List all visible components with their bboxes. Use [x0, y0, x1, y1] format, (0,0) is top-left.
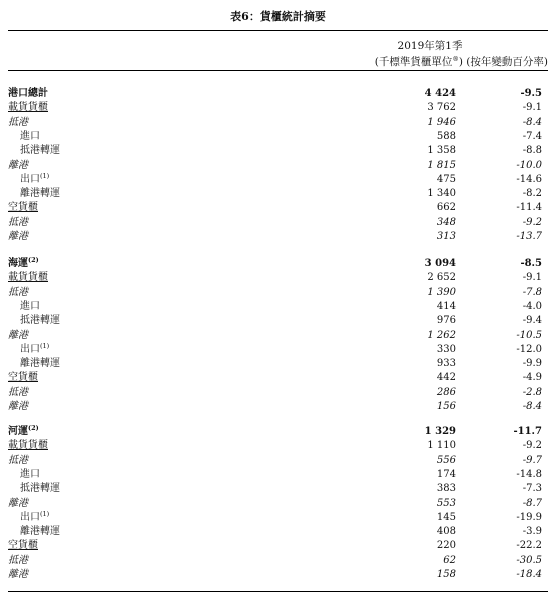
top-rule: [8, 30, 548, 31]
row-label-text: 海運: [8, 258, 28, 269]
row-label-text: 離港: [8, 401, 28, 412]
teu-value: 1 815: [427, 159, 456, 171]
change-label: (按年變動百分率): [466, 56, 548, 68]
row-label: [8, 87, 48, 101]
row-label: [20, 314, 60, 328]
teu-value: 408: [436, 526, 456, 538]
row-label: [8, 286, 28, 300]
teu-value: 933: [436, 358, 456, 370]
table-row: [8, 400, 548, 414]
row-label: [8, 425, 39, 439]
row-label: [8, 159, 28, 173]
row-label: [8, 116, 28, 130]
row-label-text: 離港轉運: [20, 358, 60, 370]
row-label: [20, 300, 40, 314]
teu-value: 1 110: [427, 440, 456, 452]
period-header: 2019年第1季: [397, 40, 463, 52]
yoy-change-value: -10.0: [516, 159, 542, 171]
teu-value: 313: [436, 231, 456, 242]
teu-value: 3 762: [427, 102, 456, 114]
table-row: [8, 468, 548, 482]
row-label-text: 離港: [8, 497, 28, 509]
teu-value: 976: [436, 315, 456, 327]
row-label-text: 離港: [8, 231, 28, 242]
teu-value: 383: [436, 483, 456, 495]
row-label: [20, 511, 49, 525]
table-row: [8, 87, 548, 101]
table-row: [8, 497, 548, 511]
table-row: [8, 187, 548, 201]
teu-value: 475: [436, 173, 456, 185]
teu-value: 1 329: [424, 426, 456, 437]
unit-close: ): [458, 56, 463, 68]
yoy-change-value: -8.5: [520, 258, 542, 269]
row-label-text: 進口: [20, 130, 40, 142]
row-label-text: 載貨貨櫃: [8, 102, 48, 114]
yoy-change-value: -9.2: [522, 440, 542, 452]
table-row: [8, 511, 548, 525]
row-label-text: 空貨櫃: [8, 540, 38, 552]
unit-label: (千標準貨櫃單位: [374, 56, 453, 68]
table-row: [8, 201, 548, 215]
row-label: [8, 554, 28, 568]
table-row: [8, 271, 548, 285]
row-label-text: 抵港轉運: [20, 315, 60, 327]
footnote-marker: (2): [28, 256, 39, 264]
row-label-text: 抵港轉運: [20, 483, 60, 495]
table-row: [8, 159, 548, 173]
table-row: [8, 357, 548, 371]
footnote-marker: (2): [28, 424, 39, 432]
teu-value: 62: [443, 554, 456, 566]
row-label-text: 抵港: [8, 454, 28, 466]
yoy-change-value: -19.9: [516, 511, 542, 523]
yoy-change-value: -8.7: [522, 497, 542, 509]
row-label: [8, 386, 28, 400]
row-label-text: 載貨貨櫃: [8, 272, 48, 284]
teu-value: 662: [436, 202, 456, 214]
yoy-change-value: -9.9: [522, 358, 542, 370]
teu-value: 2 652: [427, 272, 456, 284]
row-label: [8, 201, 38, 215]
table-row: [8, 130, 548, 144]
row-label-text: 空貨櫃: [8, 372, 38, 384]
yoy-change-value: -18.4: [516, 569, 542, 580]
row-label: [8, 216, 28, 230]
teu-value: 330: [436, 343, 456, 355]
unit-header: [300, 54, 548, 69]
row-label: [20, 144, 60, 158]
row-label-text: 抵港: [8, 386, 28, 398]
yoy-change-value: -4.0: [522, 300, 542, 312]
table-row: [8, 539, 548, 553]
yoy-change-value: -7.4: [522, 130, 542, 142]
row-label: [20, 357, 60, 371]
teu-value: 286: [436, 386, 456, 398]
row-label-text: 離港: [8, 329, 28, 341]
row-label: [20, 482, 60, 496]
yoy-change-value: -2.8: [522, 386, 542, 398]
teu-value: 1 340: [427, 188, 456, 200]
bottom-rule: [8, 591, 548, 592]
row-label: [8, 539, 38, 553]
table-row: [8, 482, 548, 496]
row-label: [8, 568, 28, 582]
teu-value: 174: [436, 468, 456, 480]
table-row: [8, 343, 548, 357]
table-row: [8, 386, 548, 400]
table-row: [8, 116, 548, 130]
teu-value: 442: [436, 372, 456, 384]
row-label: [20, 525, 60, 539]
footnote-marker: (1): [40, 171, 50, 180]
row-label: [8, 329, 28, 343]
yoy-change-value: -9.1: [522, 272, 542, 284]
row-label: [20, 343, 49, 357]
table-row: [8, 101, 548, 115]
row-label-text: 抵港: [8, 286, 28, 298]
row-label-text: 載貨貨櫃: [8, 440, 48, 452]
row-label: [8, 230, 28, 244]
row-label-text: 抵港: [8, 116, 28, 128]
row-label-text: 港口總計: [8, 88, 48, 99]
row-label: [8, 371, 38, 385]
table-title: 表6：貨櫃統計摘要: [230, 10, 326, 23]
table-row: [8, 454, 548, 468]
row-label-text: 抵港轉運: [20, 145, 60, 157]
teu-value: 220: [436, 540, 456, 552]
teu-value: 1 262: [427, 329, 456, 341]
yoy-change-value: -9.7: [522, 454, 542, 466]
row-label-text: 離港: [8, 159, 28, 171]
yoy-change-value: -10.5: [516, 329, 542, 341]
header-rule: [8, 70, 548, 71]
yoy-change-value: -9.1: [522, 102, 542, 114]
table-row: [8, 300, 548, 314]
teu-value: 348: [436, 216, 456, 228]
yoy-change-value: -11.7: [513, 426, 542, 437]
table-row: [8, 173, 548, 187]
table-row: [8, 144, 548, 158]
row-label-text: 抵港: [8, 216, 28, 228]
teu-value: 4 424: [424, 88, 456, 99]
table-row: [8, 230, 548, 244]
yoy-change-value: -13.7: [516, 231, 542, 242]
row-label-text: 出口: [20, 173, 40, 185]
row-label-text: 進口: [20, 468, 40, 480]
row-label: [20, 173, 49, 187]
yoy-change-value: -11.4: [516, 202, 542, 214]
row-label-text: 空貨櫃: [8, 202, 38, 214]
row-label-text: 出口: [20, 343, 40, 355]
row-label-text: 離港轉運: [20, 526, 60, 538]
row-label: [8, 271, 48, 285]
table-row: [8, 425, 548, 439]
teu-value: 156: [436, 401, 456, 412]
row-label-text: 離港轉運: [20, 188, 60, 200]
teu-value: 1 390: [427, 286, 456, 298]
table-row: [8, 257, 548, 271]
teu-value: 1 946: [427, 116, 456, 128]
row-label: [8, 101, 48, 115]
yoy-change-value: -14.8: [516, 468, 542, 480]
row-label: [20, 468, 40, 482]
table-row: [8, 568, 548, 582]
yoy-change-value: -8.4: [522, 116, 542, 128]
teu-value: 553: [436, 497, 456, 509]
table-row: [8, 286, 548, 300]
row-label-text: 河運: [8, 426, 28, 437]
table-row: [8, 439, 548, 453]
teu-value: 1 358: [427, 145, 456, 157]
table-row: [8, 554, 548, 568]
unit-sup: ®: [452, 55, 459, 63]
yoy-change-value: -12.0: [516, 343, 542, 355]
teu-value: 556: [436, 454, 456, 466]
yoy-change-value: -8.8: [522, 145, 542, 157]
row-label: [8, 400, 28, 414]
yoy-change-value: -7.3: [522, 483, 542, 495]
yoy-change-value: -9.4: [522, 315, 542, 327]
row-label-text: 離港: [8, 569, 28, 580]
row-label: [8, 497, 28, 511]
table-row: [8, 329, 548, 343]
row-label-text: 抵港: [8, 554, 28, 566]
teu-value: 588: [436, 130, 456, 142]
row-label: [8, 439, 48, 453]
table-row: [8, 371, 548, 385]
teu-value: 158: [436, 569, 456, 580]
footnote-marker: (1): [40, 509, 50, 518]
row-label: [8, 257, 39, 271]
teu-value: 414: [436, 300, 456, 312]
yoy-change-value: -7.8: [522, 286, 542, 298]
row-label-text: 出口: [20, 511, 40, 523]
teu-value: 145: [436, 511, 456, 523]
yoy-change-value: -3.9: [522, 526, 542, 538]
row-label: [20, 130, 40, 144]
yoy-change-value: -8.2: [522, 188, 542, 200]
yoy-change-value: -9.2: [522, 216, 542, 228]
row-label-text: 進口: [20, 300, 40, 312]
yoy-change-value: -9.5: [520, 88, 542, 99]
yoy-change-value: -22.2: [516, 540, 542, 552]
teu-value: 3 094: [424, 258, 456, 269]
footnote-marker: (1): [40, 341, 50, 350]
yoy-change-value: -14.6: [516, 173, 542, 185]
table-row: [8, 314, 548, 328]
row-label: [8, 454, 28, 468]
yoy-change-value: -30.5: [516, 554, 542, 566]
yoy-change-value: -4.9: [522, 372, 542, 384]
table-row: [8, 216, 548, 230]
row-label: [20, 187, 60, 201]
yoy-change-value: -8.4: [522, 401, 542, 412]
table-row: [8, 525, 548, 539]
